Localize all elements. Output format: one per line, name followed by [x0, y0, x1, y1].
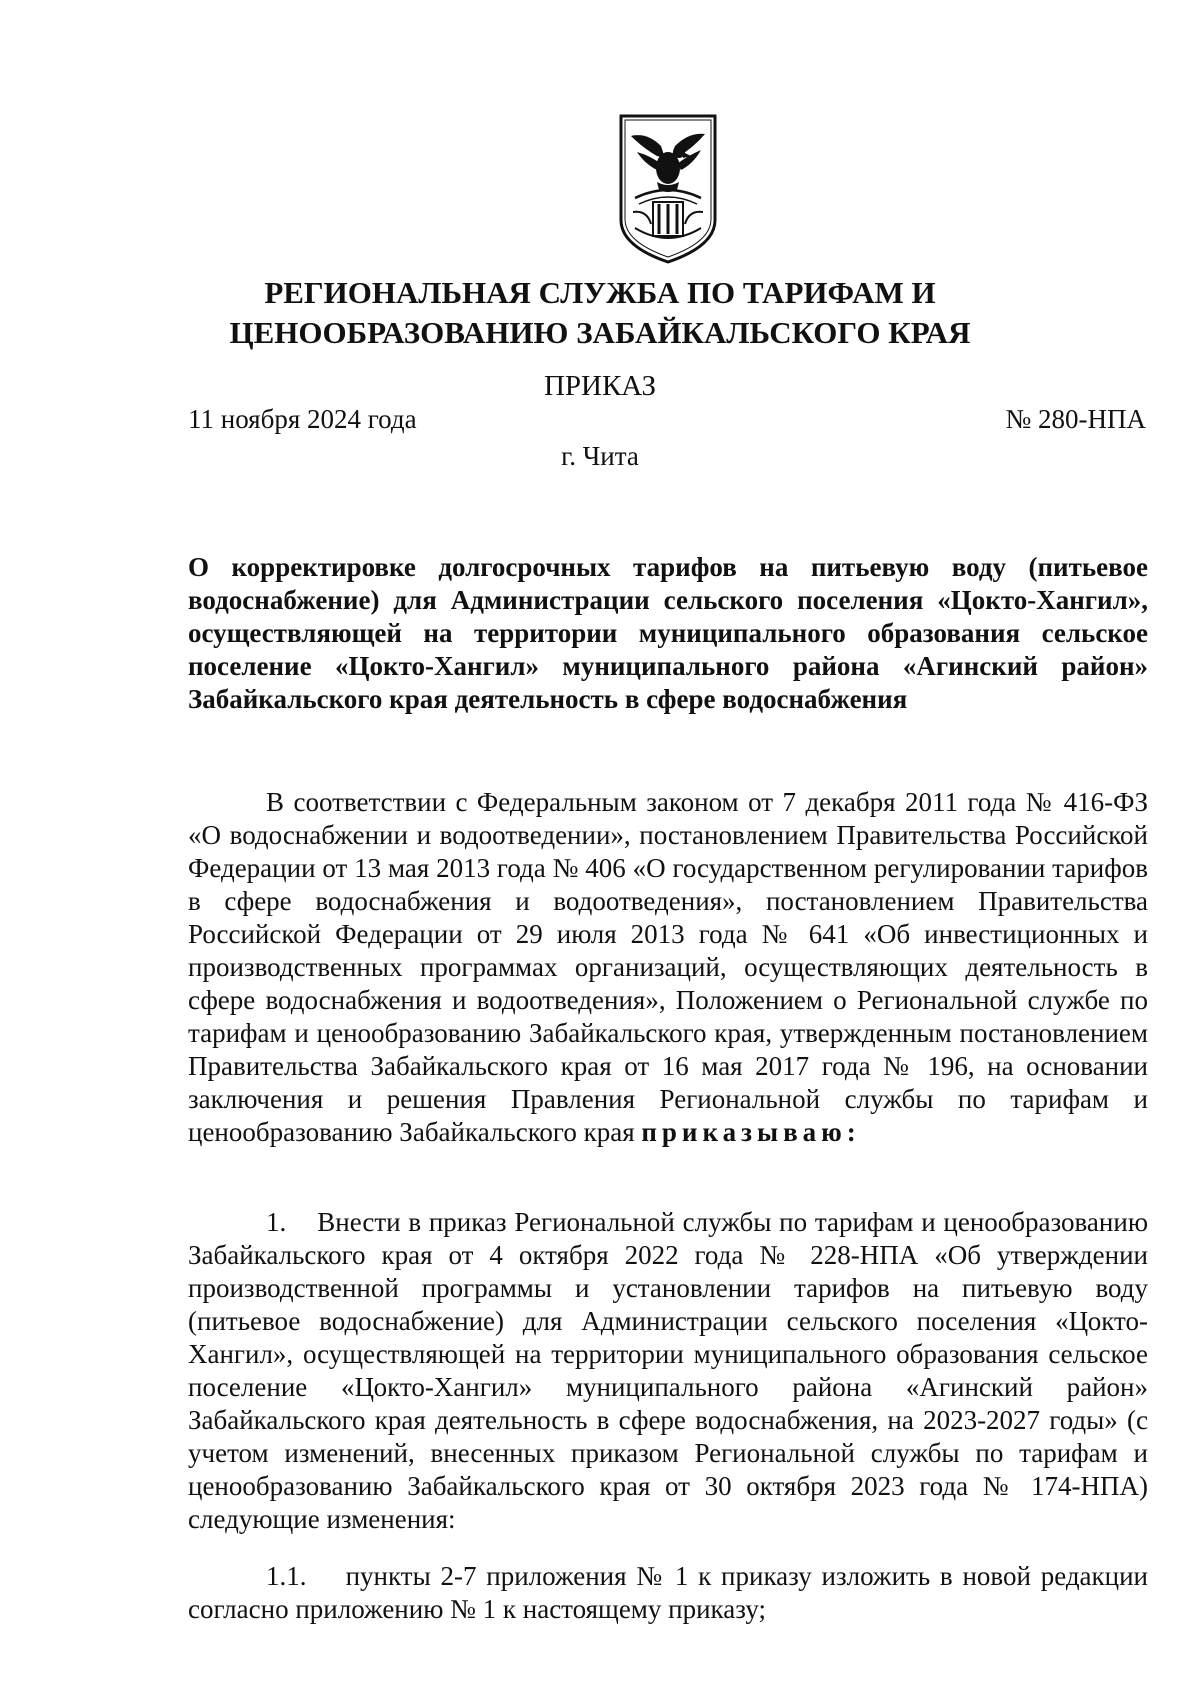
preamble-text: В соответствии с Федеральным законом от 7 декабря 2011 года № 416-ФЗ «О водоснабжении и водоотведении», постановлением Правительства Российской Федерации от 13 мая 2013 года № 406 «О государственном регулировании тарифов в сфере водоснабжения и водоотведения», постановлением Правительства Российской Федерации от 29 июля 2013 года № 641 «Об инвестиционных и производственных программах организаций, осуществляющих деятельность в сфере водоснабжения и водоотведения», Положением о Региональной службе по тарифам и ценообразованию Забайкальского края, утвержденным постановлением Правительства Забайкальского края от 16 мая 2017 года № 196, на основании заключения и решения Правления Региональной службы по тарифам и ценообразованию Забайкальского края	[188, 787, 1148, 1147]
order-item-1-label: 1.	[266, 1207, 287, 1237]
preamble-paragraph	[188, 786, 1148, 1149]
coat-of-arms-emblem	[617, 112, 719, 264]
order-item-1	[188, 1206, 1148, 1536]
organization-name-line1: РЕГИОНАЛЬНАЯ СЛУЖБА ПО ТАРИФАМ И	[264, 275, 936, 310]
order-item-1-1-text: пункты 2-7 приложения № 1 к приказу изложить в новой редакции согласно приложению № 1 к настоящему приказу;	[188, 1561, 1149, 1624]
order-item-1-1-label: 1.1.	[266, 1561, 307, 1591]
document-title: О корректировке долгосрочных тарифов на питьевую воду (питьевое водоснабжение) для Администрации сельского поселения «Цокто-Хангил», осуществляющей на территории муниципального образования сельское поселение «Цокто-Хангил» муниципального района «Агинский район» Забайкальского края деятельность в сфере водоснабжения	[188, 552, 1148, 714]
organization-name-line2: ЦЕНООБРАЗОВАНИЮ ЗАБАЙКАЛЬСКОГО КРАЯ	[229, 315, 971, 350]
document-city: г. Чита	[561, 441, 639, 471]
document-type: ПРИКАЗ	[543, 370, 657, 402]
order-item-1-1	[188, 1560, 1148, 1626]
order-item-1-text: Внести в приказ Региональной службы по тарифам и ценообразованию Забайкальского края от 4 октября 2022 года № 228-НПА «Об утверждении производственной программы и установлении тарифов на питьевую воду (питьевое водоснабжение) для Администрации сельского поселения «Цокто-Хангил», осуществляющей на территории муниципального образования сельское поселение «Цокто-Хангил» муниципального района «Агинский район» Забайкальского края деятельность в сфере водоснабжения, на 2023-2027 годы» (с учетом изменений, внесенных приказом Региональной службы по тарифам и ценообразованию Забайкальского края от 30 октября 2023 года № 174-НПА) следующие изменения:	[188, 1207, 1148, 1534]
organization-name	[0, 273, 1200, 353]
document-date: 11 ноября 2024 года	[188, 404, 417, 434]
preamble-emphasis: приказываю:	[641, 1117, 861, 1147]
document-number: № 280-НПА	[1005, 404, 1146, 434]
